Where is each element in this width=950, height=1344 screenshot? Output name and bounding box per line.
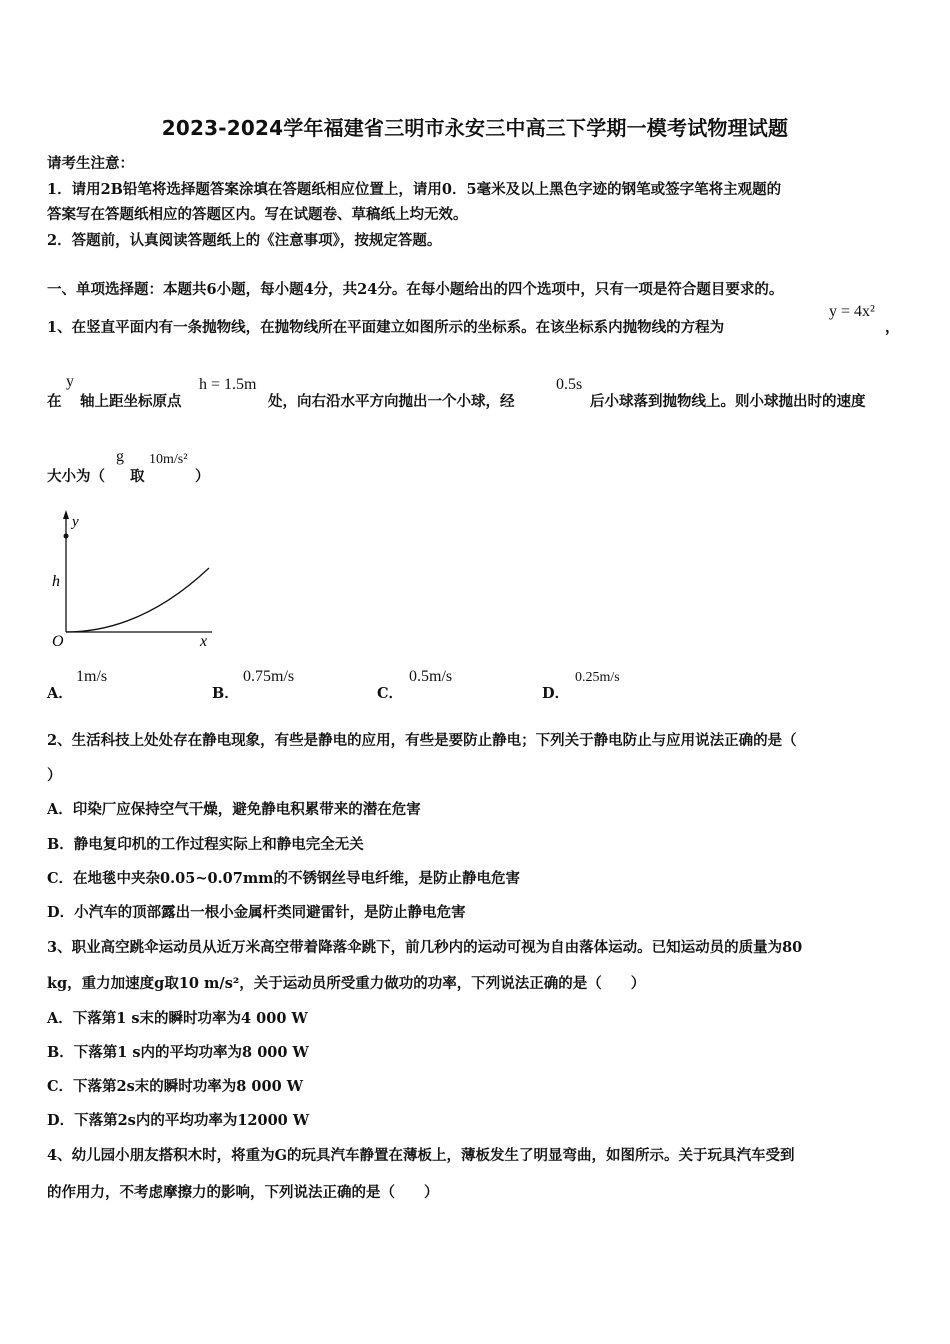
q1-equation: y = 4x²	[829, 303, 875, 320]
q2-stem-b: ）	[47, 767, 62, 784]
page-title: 2023-2024学年福建省三明市永安三中高三下学期一模考试物理试题	[161, 116, 789, 140]
q1-line3-pre: 大小为（	[47, 468, 105, 485]
q1-time-value: 0.5s	[556, 376, 583, 393]
y-axis-arrow	[63, 510, 69, 519]
q1-var-g: g	[116, 448, 124, 465]
q1-option-a-value: 1m/s	[76, 668, 108, 685]
q3-option-a: A．下落第1 s末的瞬时功率为4 000 W	[47, 1010, 308, 1027]
q3-stem-a: 3、职业高空跳伞运动员从近万米高空带着降落伞跳下，前几秒内的运动可视为自由落体运动。已知运动员的质量为80	[47, 939, 803, 956]
notice-item-1b: 答案写在答题纸相应的答题区内。写在试题卷、草稿纸上均无效。	[47, 206, 468, 223]
q3-option-d: D．下落第2s内的平均功率为12000 W	[47, 1112, 310, 1129]
q1-line3-mid: 取	[130, 468, 145, 485]
q1-parabola-figure	[46, 508, 226, 656]
q2-stem-a: 2、生活科技上处处存在静电现象，有些是静电的应用，有些是要防止静电；下列关于静电防止与应用说法正确的是（	[47, 732, 797, 749]
q1-option-d-value: 0.25m/s	[575, 670, 620, 685]
q1-line2-end: 后小球落到抛物线上。则小球抛出时的速度	[590, 393, 866, 410]
q1-option-c-value: 0.5m/s	[409, 668, 453, 685]
q1-option-a-letter: A．	[47, 685, 73, 702]
q1-h-value: h = 1.5m	[199, 376, 257, 393]
graph-label-y: y	[72, 514, 79, 530]
q1-option-d-letter: D．	[542, 685, 570, 702]
q2-option-d: D．小汽车的顶部露出一根小金属杆类同避雷针，是防止静电危害	[47, 904, 466, 921]
q4-stem-b: 的作用力，不考虑摩擦力的影响，下列说法正确的是（ ）	[47, 1184, 439, 1201]
q3-stem-b: kg，重力加速度g取10 m/s²，关于运动员所受重力做功的功率，下列说法正确的是（ ）	[47, 975, 646, 992]
graph-label-x: x	[200, 633, 208, 650]
q1-option-b-letter: B．	[212, 685, 239, 702]
graph-label-h: h	[52, 573, 60, 590]
q2-option-b: B．静电复印机的工作过程实际上和静电完全无关	[47, 836, 364, 853]
q1-option-c-letter: C．	[377, 685, 404, 702]
section1-header: 一、单项选择题：本题共6小题，每小题4分，共24分。在每小题给出的四个选项中，只有一项是符合题目要求的。	[47, 281, 784, 298]
q1-line2-mid1: 轴上距坐标原点	[80, 393, 182, 410]
q1-line2-pre: 在	[47, 393, 62, 410]
q1-line1-text: 1、在竖直平面内有一条抛物线，在抛物线所在平面建立如图所示的坐标系。在该坐标系内抛物线的方程为	[47, 319, 725, 336]
q4-stem-a: 4、幼儿园小朋友搭积木时，将重为G的玩具汽车静置在薄板上，薄板发生了明显弯曲，如图所示。关于玩具汽车受到	[47, 1147, 795, 1164]
q1-g-value: 10m/s²	[149, 452, 188, 467]
q2-option-a: A．印染厂应保持空气干燥，避免静电积累带来的潜在危害	[47, 801, 421, 818]
notice-item-1a: 1．请用2B铅笔将选择题答案涂填在答题纸相应位置上，请用0．5毫米及以上黑色字迹的钢笔或签字笔将主观题的	[47, 181, 782, 198]
notice-item-2: 2．答题前，认真阅读答题纸上的《注意事项》，按规定答题。	[47, 232, 442, 249]
q1-line2-mid2: 处，向右沿水平方向抛出一个小球，经	[268, 393, 515, 410]
notice-heading: 请考生注意：	[47, 155, 134, 172]
q2-option-c: C．在地毯中夹杂0.05~0.07mm的不锈钢丝导电纤维，是防止静电危害	[47, 870, 521, 887]
graph-label-o: O	[52, 633, 64, 650]
q3-option-c: C．下落第2s末的瞬时功率为8 000 W	[47, 1078, 304, 1095]
parabola-curve	[66, 568, 209, 632]
q1-line3-end: ）	[195, 468, 210, 485]
q3-option-b: B．下落第1 s内的平均功率为8 000 W	[47, 1044, 309, 1061]
q1-option-b-value: 0.75m/s	[243, 668, 295, 685]
throw-point	[64, 534, 69, 539]
q1-var-y: y	[66, 373, 74, 390]
q1-line1-end: ，	[885, 319, 900, 336]
